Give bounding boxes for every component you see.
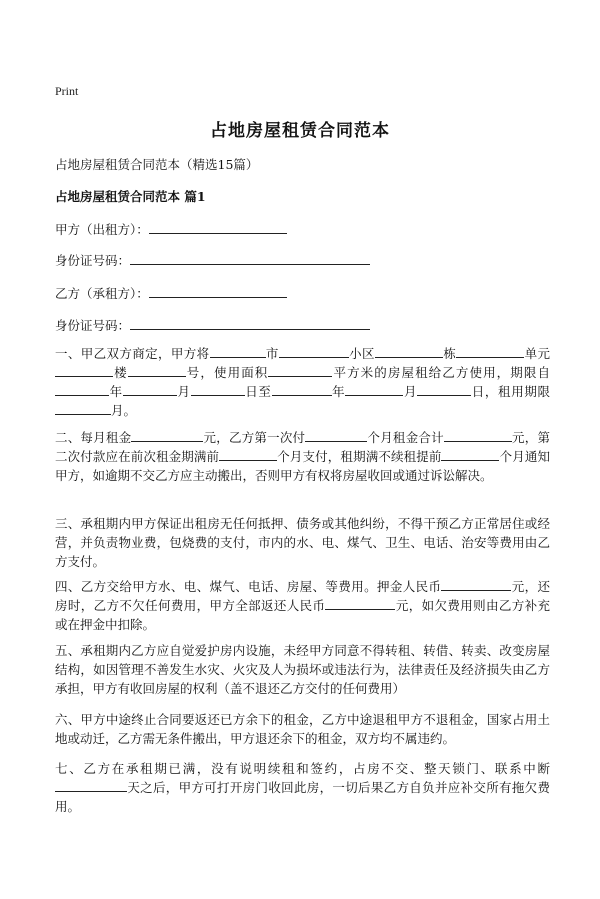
id-b-blank bbox=[130, 317, 370, 330]
party-a-blank bbox=[149, 221, 287, 234]
id-b-label: 身份证号码： bbox=[55, 318, 131, 333]
clause-5: 五、承租期内乙方应自觉爱护房内设施，未经甲方同意不得转租、转借、转卖、改变房屋结构，如因管理不善发生水灾、火灾及人为损坏或违法行为，法律责任及经济损失由乙方承担，甲方有收回房屋的权利（盖不退还乙方交付的任何费用） bbox=[55, 643, 550, 696]
clause-7: 七、乙方在承租期已满，没有说明续租和签约，占房不交、整天锁门、联系中断天之后，甲方可打开房门收回此房，一切后果乙方自负并应补交所有拖欠费用。 bbox=[55, 761, 550, 814]
document-title: 占地房屋租赁合同范本 bbox=[210, 121, 390, 141]
clause-3: 三、承租期内甲方保证出租房无任何抵押、债务或其他纠纷，不得干预乙方正常居住或经营，并负责物业费，包烧费的支付，市内的水、电、煤气、卫生、电话、治安等费用由乙方支付。 bbox=[55, 516, 550, 569]
section-title: 占地房屋租赁合同范本 篇1 bbox=[55, 189, 206, 204]
id-a-blank bbox=[130, 252, 370, 265]
clause-6: 六、甲方中途终止合同要返还已方余下的租金，乙方中途退租甲方不退租金，国家占用土地或动迁，乙方需无条件搬出，甲方退还余下的租金，双方均不属违约。 bbox=[55, 712, 550, 746]
id-b-field bbox=[55, 316, 370, 334]
party-a-field bbox=[55, 220, 287, 238]
document-subtitle: 占地房屋租赁合同范本（精选15篇） bbox=[55, 157, 259, 172]
id-a-label: 身份证号码： bbox=[55, 253, 131, 268]
party-b-label: 乙方（承租方）： bbox=[55, 286, 149, 301]
party-b-blank bbox=[149, 285, 287, 298]
print-label[interactable]: Print bbox=[55, 84, 79, 98]
id-a-field bbox=[55, 251, 370, 269]
party-b-field bbox=[55, 284, 287, 302]
clause-4: 四、乙方交给甲方水、电、煤气、电话、房屋、等费用。押金人民币 元，还房时，乙方不欠任何费用，甲方全部返还人民币 元，如欠费用则由乙方补充或在押金中扣除。 bbox=[55, 579, 550, 632]
clause-2: 二、每月租金 元，乙方第一次付 个月租金合计 元，第二次付款应在前次租金期满前 个月支付，租期满不续租提前 个月通知甲方，如逾期不交乙方应主动搬出，否则甲方有权将房屋收回或通过诉讼解决。 bbox=[55, 430, 550, 483]
party-a-label: 甲方（出租方）： bbox=[55, 222, 149, 237]
clause-1: 一、甲乙双方商定，甲方将 市 小区 栋 单元楼 号，使用面积 平方米的房屋租给乙方使用，期限自年 月 日至 年 月 日，租用期限月。 bbox=[55, 346, 550, 418]
